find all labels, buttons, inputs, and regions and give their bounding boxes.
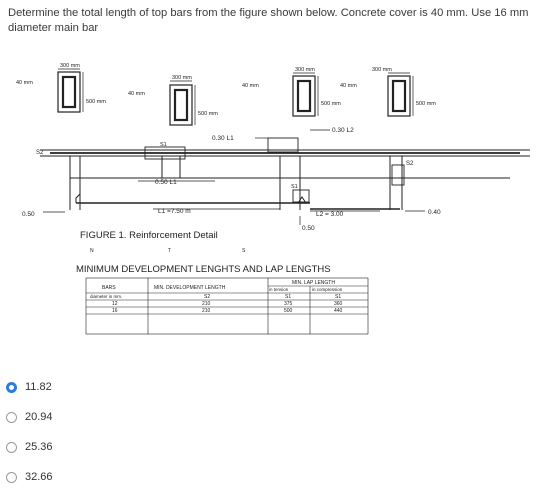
table-row2-dev: 210 [202, 308, 211, 314]
table-header-tension: in tension [269, 287, 289, 292]
column-section-3 [293, 76, 315, 116]
radio-selected-icon[interactable] [6, 382, 17, 393]
radio-icon[interactable] [6, 442, 17, 453]
figure-caption: FIGURE 1. Reinforcement Detail [80, 230, 218, 241]
col1-right-label: 500 mm [86, 99, 106, 105]
s2-right-label: S2 [406, 161, 414, 167]
s1-right-label: S1 [291, 184, 298, 190]
col3-left2-label: 40 mm [340, 83, 357, 89]
radio-icon[interactable] [6, 472, 17, 483]
radio-icon[interactable] [6, 412, 17, 423]
l1-length-label: L1 =7.50 m [158, 208, 191, 215]
table-header-lap: MIN. LAP LENGTH [292, 280, 335, 286]
question-text: Determine the total length of top bars from the figure shown below. Concrete cover is 40 mm. Use 16 mm diameter main bar [8, 7, 529, 34]
col3-right-label: 500 mm [321, 101, 341, 107]
table-sub-s2: S2 [204, 294, 211, 300]
table-row2-comp: 440 [334, 308, 343, 314]
l1-030-label: 0.30 L1 [212, 135, 234, 142]
table-row1-dev: 210 [202, 301, 211, 307]
bottom-050-label: 0.50 [302, 225, 315, 232]
table-row1-comp: 360 [334, 301, 343, 307]
table-header-bars: BARS [102, 285, 116, 291]
left-050-label: 0.50 [22, 211, 35, 218]
table-header-compression: in compression [312, 287, 343, 292]
s1-mid-label: S1 [160, 142, 167, 148]
col2-top-label: 300 mm [172, 75, 192, 81]
column-section-1 [58, 72, 80, 112]
column-section-2 [170, 85, 192, 125]
answer-option[interactable] [6, 462, 206, 492]
answer-options [6, 372, 206, 492]
option-label[interactable]: 11.82 [25, 381, 52, 393]
col2-left-label: 40 mm [128, 91, 145, 97]
table-header-dev: MIN. DEVELOPMENT LENGTH [154, 285, 226, 291]
col1-top-label: 300 mm [60, 63, 80, 69]
option-label[interactable]: 25.36 [25, 441, 53, 453]
col4-right-label: 500 mm [416, 101, 436, 107]
s2-left-label: S2 [36, 150, 44, 156]
table-sub-s1a: S1 [285, 294, 292, 300]
s-letter: S [242, 248, 246, 254]
n-letter: N [90, 248, 94, 254]
answer-option[interactable] [6, 432, 206, 462]
option-label[interactable]: 32.66 [25, 471, 53, 483]
answer-option[interactable] [6, 372, 206, 402]
beam-elevation [40, 150, 530, 210]
answer-option[interactable] [6, 402, 206, 432]
table-row2-d: 16 [112, 308, 118, 314]
right-040-label: 0.40 [428, 209, 441, 216]
reinforcement-figure [10, 60, 545, 350]
option-label[interactable]: 20.94 [25, 411, 53, 423]
col2-right-label: 500 mm [198, 111, 218, 117]
table-sub-diam: diameter in mm. [90, 294, 123, 299]
l2-030-label: 0.30 L2 [332, 127, 354, 134]
column-section-4 [388, 76, 410, 116]
col3-top-label: 300 mm [295, 67, 315, 73]
l2-length-label: L2 = 3.00 [316, 211, 344, 218]
col3-left-label: 40 mm [242, 83, 259, 89]
l1-050-label: 0.50 L1 [155, 179, 177, 186]
table-row1-ten: 375 [284, 301, 293, 307]
col4-top-label: 300 mm [372, 67, 392, 73]
col1-left-label: 40 mm [16, 80, 33, 86]
table-row2-ten: 500 [284, 308, 293, 314]
table-sub-s1b: S1 [335, 294, 342, 300]
table-row1-d: 12 [112, 301, 118, 307]
t-letter: T [168, 248, 172, 254]
table-title: MINIMUM DEVELOPMENT LENGHTS AND LAP LENGTHS [76, 264, 331, 275]
